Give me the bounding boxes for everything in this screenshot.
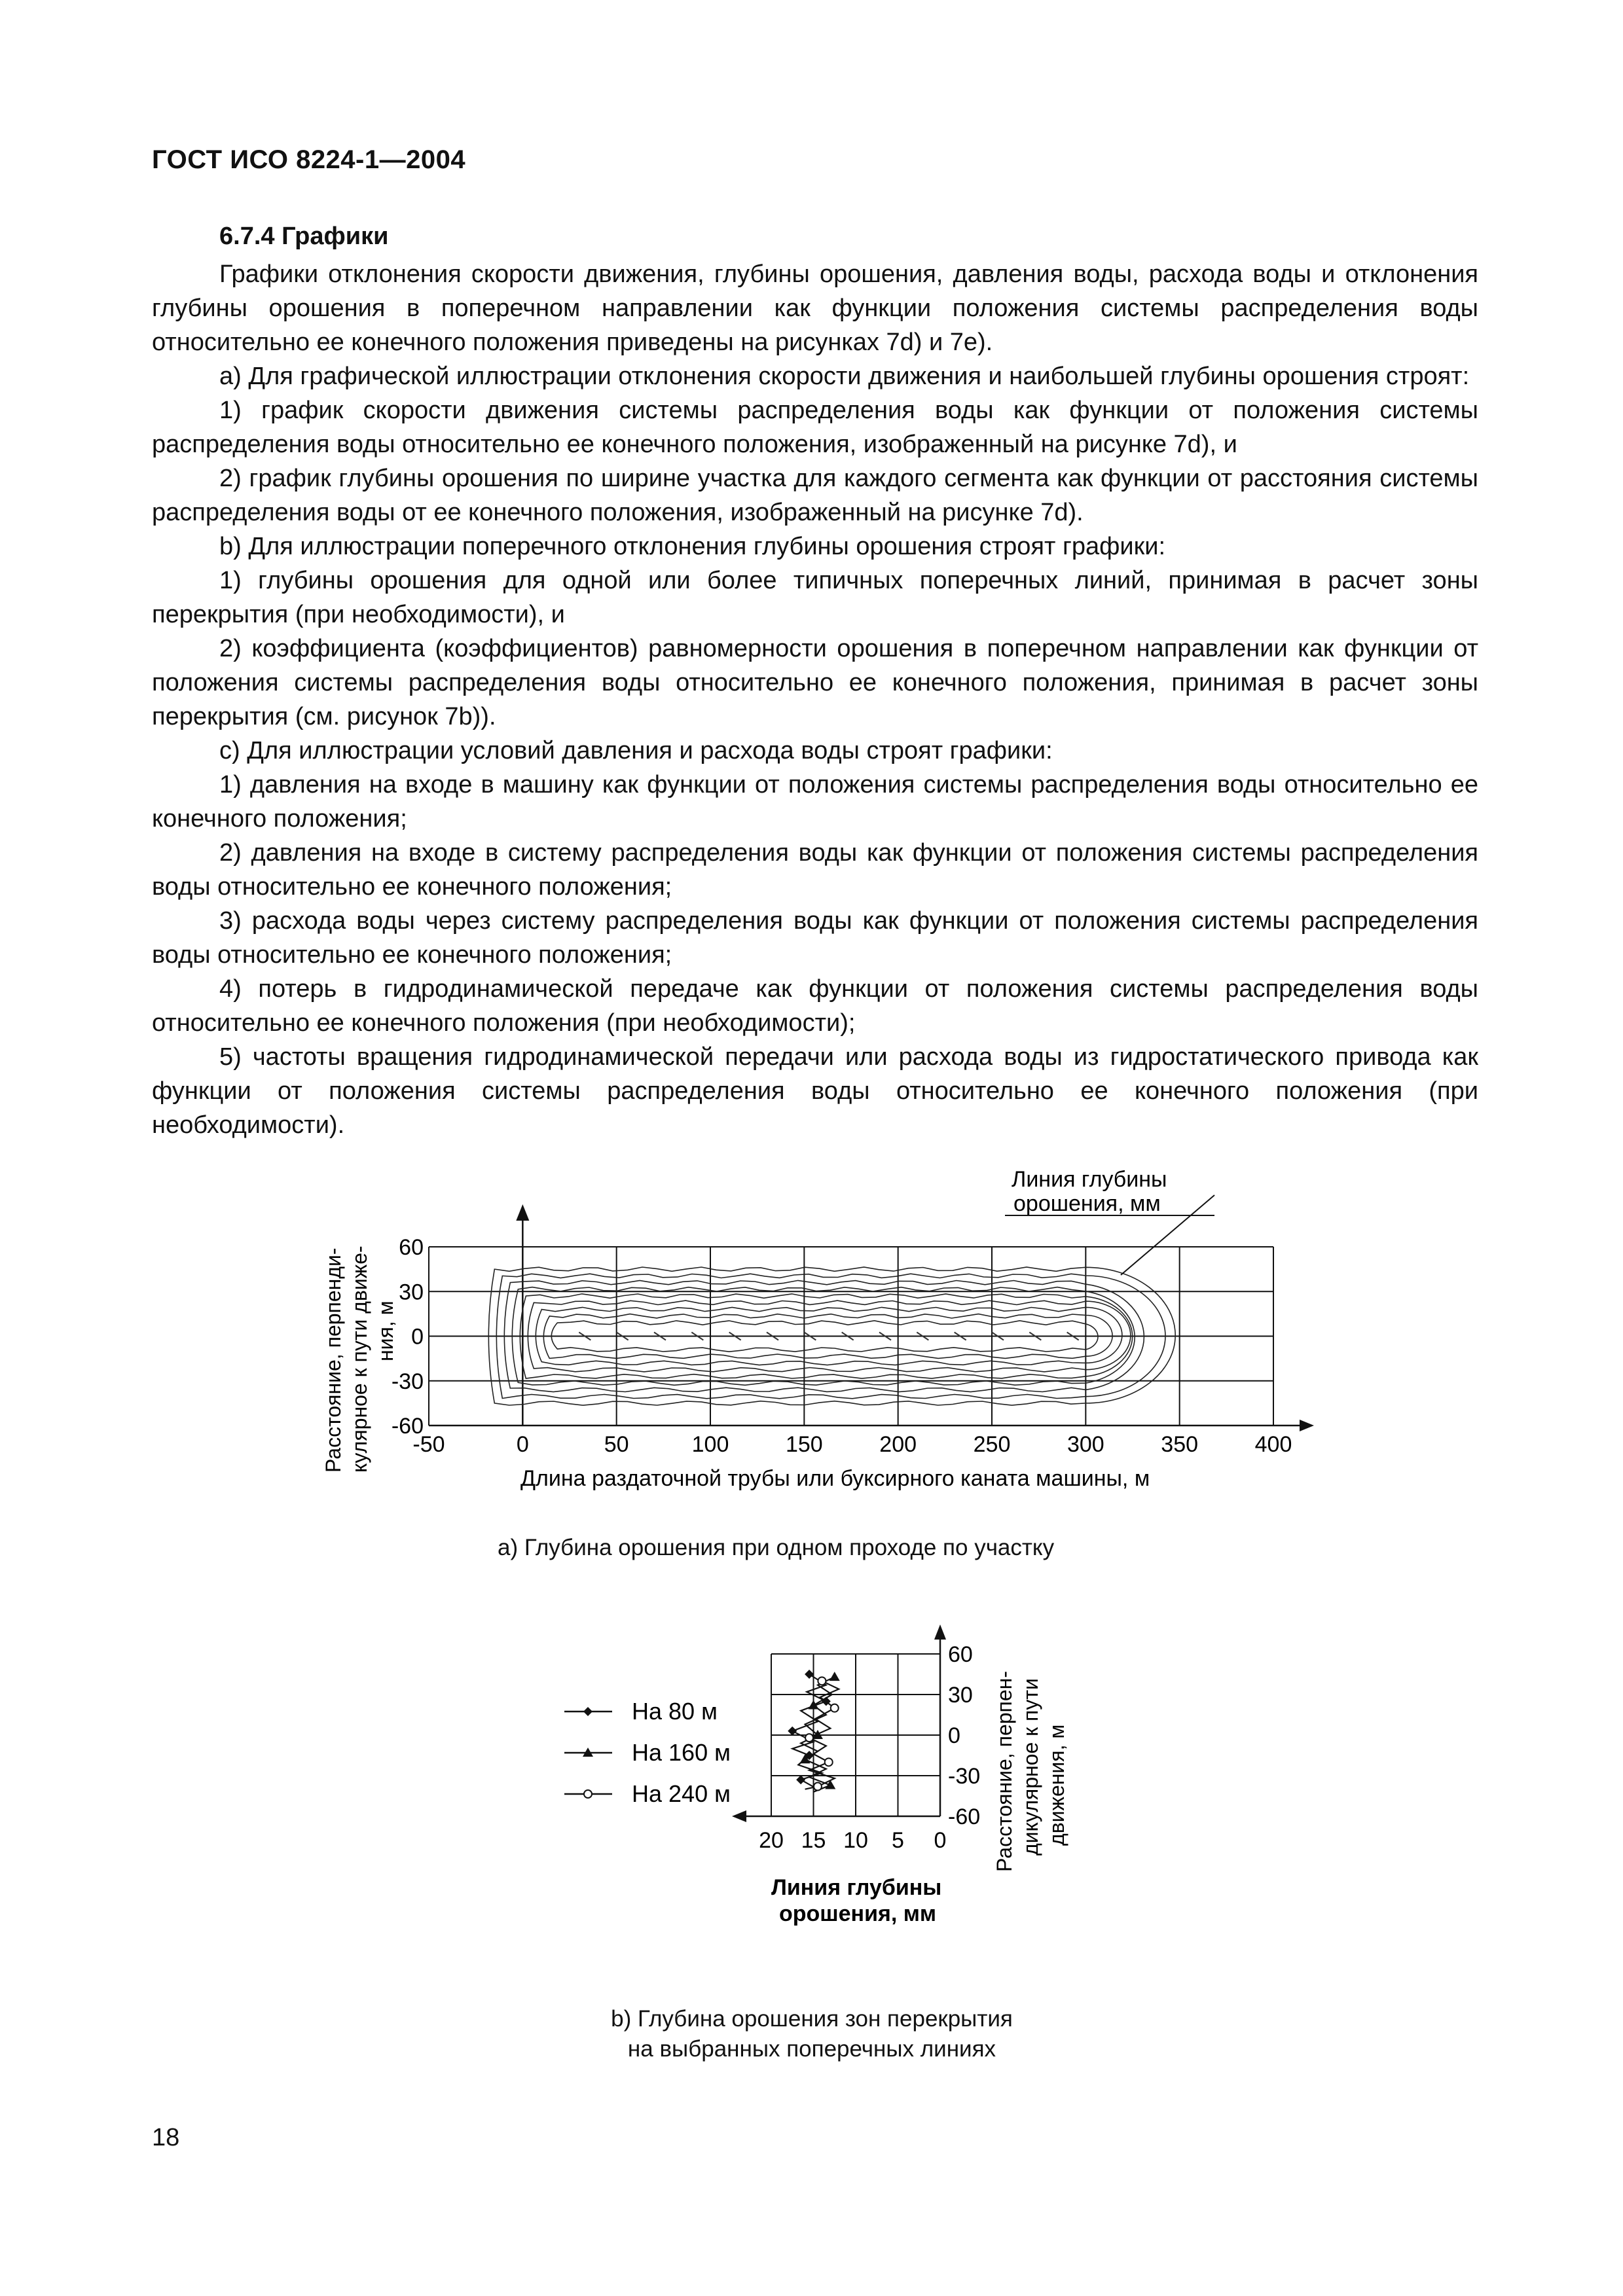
circle-marker-icon	[818, 1677, 826, 1685]
y-tick-label: 60	[399, 1235, 424, 1260]
y-tick-label: 0	[948, 1723, 960, 1748]
figure-a-annotation: Линия глубины	[1012, 1167, 1167, 1192]
legend-label: На 160 м	[632, 1739, 731, 1766]
diamond-marker-icon	[805, 1670, 814, 1679]
x-tick-label: 50	[604, 1432, 629, 1457]
x-tick-label: 200	[879, 1432, 917, 1457]
x-tick-label: 100	[691, 1432, 729, 1457]
y-tick-label: 30	[399, 1280, 424, 1305]
paragraph: 2) график глубины орошения по ширине участка для каждого сегмента как функции от расстояния системы распределения воды от ее конечного положения, изображенный на рисунке 7d).	[152, 465, 1478, 526]
circle-marker-icon	[814, 1783, 822, 1791]
y-tick-label: 60	[948, 1642, 973, 1667]
paragraph: 3) расхода воды через систему распределения воды как функции от положения системы распределения воды относительно ее конечного положения;	[152, 907, 1478, 969]
y-axis-arrow-icon	[934, 1624, 946, 1640]
page-number: 18	[152, 2124, 180, 2151]
y-tick-label: 30	[948, 1683, 973, 1708]
paragraph: 1) давления на входе в машину как функции от положения системы распределения воды относительно ее конечного положения;	[152, 771, 1478, 833]
circle-marker-icon	[805, 1734, 813, 1742]
y-tick-label: 0	[411, 1324, 424, 1350]
figure-b-caption-line: b) Глубина орошения зон перекрытия	[611, 2006, 1013, 2032]
figure-b-tick-labels	[759, 1642, 980, 1853]
y-tick-label: -60	[391, 1414, 424, 1439]
figure-b-ylabel: Расстояние, перпен-	[993, 1671, 1016, 1872]
paragraph: Графики отклонения скорости движения, глубины орошения, давления воды, расхода воды и отклонения глубины орошения в поперечном направлении как функции положения системы распределения воды относительно ее конечного положения приведены на рисунках 7d) и 7e).	[152, 260, 1478, 356]
paragraph: 2) давления на входе в систему распределения воды как функции от положения системы распределения воды относительно ее конечного положения;	[152, 839, 1478, 901]
x-tick-label: 350	[1161, 1432, 1199, 1457]
circle-marker-icon	[831, 1704, 839, 1712]
circle-marker-icon	[825, 1758, 833, 1766]
figure-b-caption	[576, 2006, 1048, 2062]
triangle-marker-icon	[830, 1672, 840, 1681]
section-title: 6.7.4 Графики	[219, 223, 389, 250]
x-tick-label: 400	[1254, 1432, 1292, 1457]
paragraph: a) Для графической иллюстрации отклонения скорости движения и наибольшей глубины орошения строят:	[219, 363, 1470, 390]
x-tick-label: 0	[934, 1828, 947, 1853]
x-tick-label: 15	[801, 1828, 826, 1853]
x-tick-label: 5	[892, 1828, 904, 1853]
y-tick-label: -30	[948, 1764, 981, 1789]
x-tick-label: 300	[1067, 1432, 1104, 1457]
x-tick-label: -50	[412, 1432, 445, 1457]
paragraph: c) Для иллюстрации условий давления и расхода воды строят графики:	[219, 737, 1053, 764]
figure-a-annotation: орошения, мм	[1013, 1191, 1161, 1216]
figure-b-xlabel: Линия глубины	[771, 1875, 942, 1900]
paragraph: 5) частоты вращения гидродинамической передачи или расхода воды из гидростатического привода как функции от положения системы распределения воды относительно ее конечного положения (при необходимости).	[152, 1043, 1478, 1139]
diamond-marker-icon	[796, 1775, 805, 1784]
figure-a-xlabel: Длина раздаточной трубы или буксирного каната машины, м	[520, 1466, 1150, 1491]
diamond-marker-icon	[583, 1707, 593, 1716]
paragraph: 1) график скорости движения системы распределения воды как функции от положения системы распределения воды относительно ее конечного положения, изображенный на рисунке 7d), и	[152, 397, 1478, 458]
paragraph: 1) глубины орошения для одной или более типичных поперечных линий, принимая в расчет зоны перекрытия (при необходимости), и	[152, 567, 1478, 628]
x-tick-label: 150	[785, 1432, 823, 1457]
figure-b-xlabel: орошения, мм	[779, 1901, 937, 1926]
paragraph: 2) коэффициента (коэффициентов) равномерности орошения в поперечном направлении как функции от положения системы распределения воды относительно ее конечного положения, принимая в расчет зоны перекрытия (см. рисунок 7b)).	[152, 635, 1478, 730]
figure-a-ylabel: Расстояние, перпенди-	[321, 1247, 345, 1473]
figure-b-grid	[732, 1624, 946, 1822]
circle-marker-icon	[584, 1790, 592, 1798]
figure-a-ylabel: кулярное к пути движе-	[348, 1246, 371, 1473]
figure-a-ylabel: ния, м	[374, 1300, 397, 1361]
x-axis-arrow-icon	[732, 1810, 746, 1822]
paragraph: 4) потерь в гидродинамической передаче как функции от положения системы распределения воды относительно ее конечного положения (при необходимости);	[152, 975, 1478, 1037]
x-tick-label: 20	[759, 1828, 784, 1853]
x-tick-label: 10	[843, 1828, 868, 1853]
x-tick-label: 250	[973, 1432, 1011, 1457]
figure-b-legend	[564, 1698, 731, 1807]
figure-a-caption: а) Глубина орошения при одном проходе по участку	[498, 1535, 1055, 1560]
figure-b-ylabel: дикулярное к пути	[1019, 1678, 1042, 1856]
paragraph: b) Для иллюстрации поперечного отклонения глубины орошения строят графики:	[219, 533, 1166, 560]
figure-b-caption-line: на выбранных поперечных линиях	[627, 2036, 996, 2062]
x-tick-label: 0	[516, 1432, 529, 1457]
document-header: ГОСТ ИСО 8224-1—2004	[152, 145, 466, 174]
legend-label: На 80 м	[632, 1698, 718, 1725]
figure-b-ylabel: движения, м	[1045, 1724, 1068, 1846]
legend-label: На 240 м	[632, 1780, 731, 1807]
y-tick-label: -30	[391, 1369, 424, 1394]
diamond-marker-icon	[788, 1727, 797, 1736]
y-tick-label: -60	[948, 1804, 981, 1829]
